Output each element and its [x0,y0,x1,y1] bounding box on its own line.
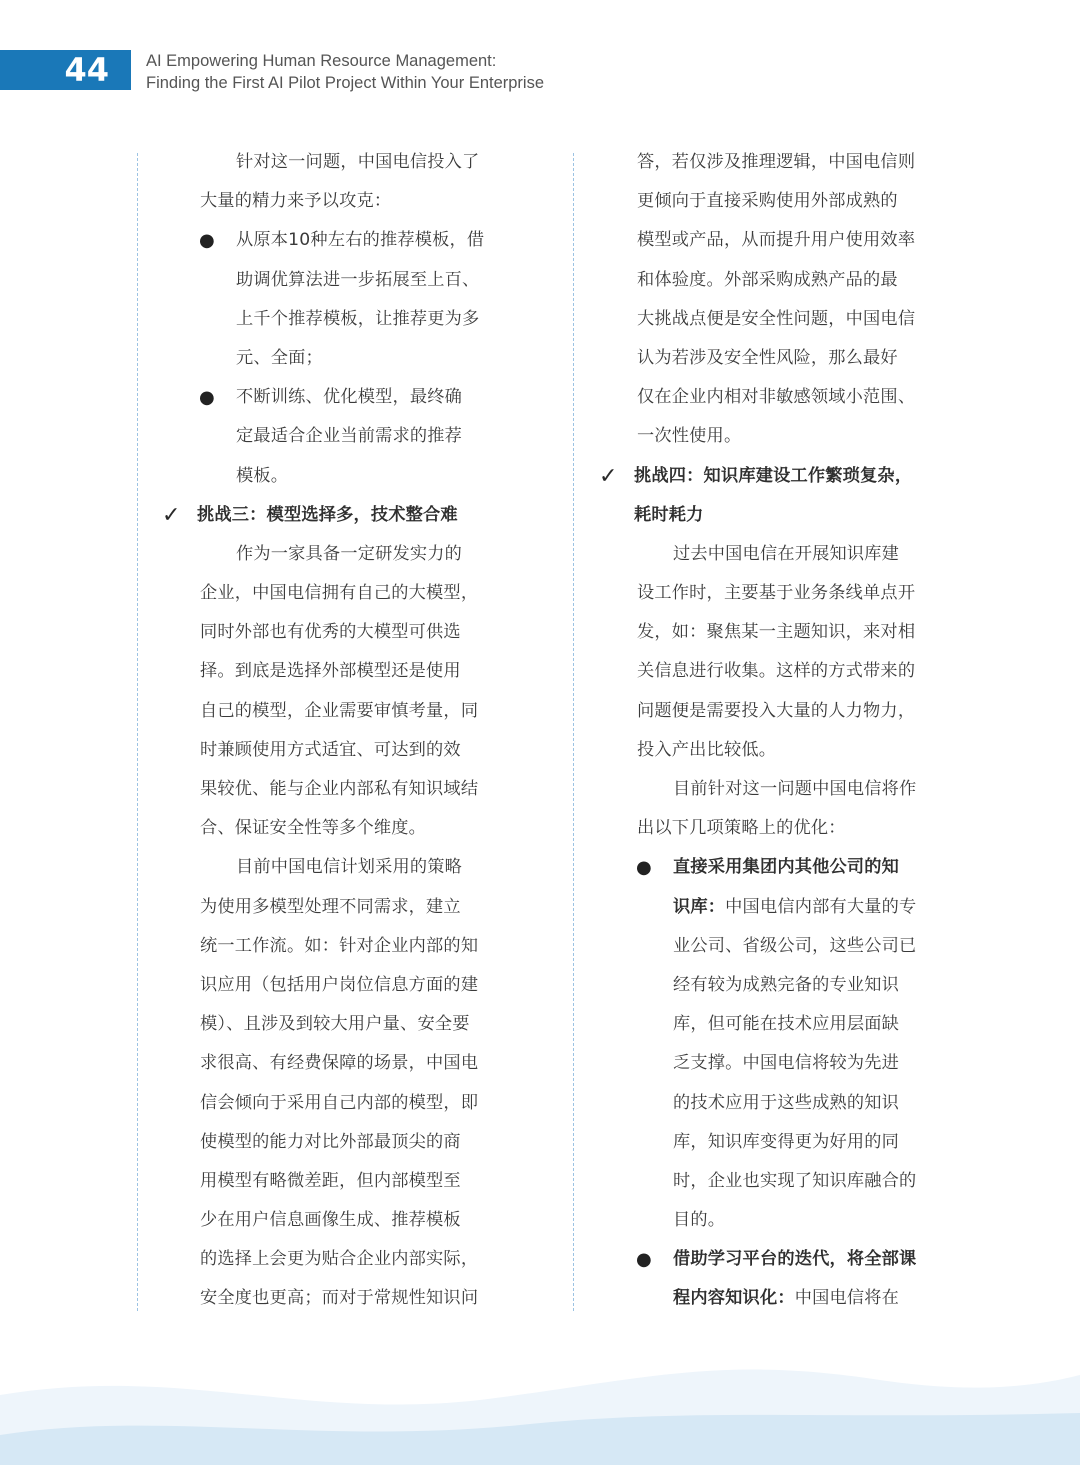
paragraph-line: 少在用户信息画像生成、推荐模板 [200,1210,461,1231]
paragraph-line: 关信息进行收集。这样的方式带来的 [637,661,916,682]
bullet-lead-text: 直接采用集团内其他公司的知 [673,857,900,878]
paragraph-line: 大量的精力来予以攻克： [200,191,392,212]
paragraph-line: 模型或产品，从而提升用户使用效率 [637,230,916,251]
paragraph-line: 模）、且涉及到较大用户量、安全要 [200,1014,470,1035]
paragraph-line: 一次性使用。 [637,426,742,447]
bullet-text: 不断训练、优化模型，最终确 [236,387,463,408]
paragraph-line: 求很高、有经费保障的场景，中国电 [200,1053,479,1074]
bullet-item-line: 时，企业也实现了知识库融合的 [673,1170,917,1191]
paragraph-line: 和体验度。外部采购成熟产品的最 [637,269,898,290]
paragraph-line: 设工作时，主要基于业务条线单点开 [637,583,916,604]
bullet-item-line [574,1279,934,1318]
left-column [137,143,497,1319]
bullet-item-line: 的技术应用于这些成熟的知识 [673,1092,900,1113]
bullet-dot-icon: ● [636,857,652,879]
paragraph-line: 大挑战点便是安全性问题，中国电信 [637,308,916,329]
paragraph-line: 仅在企业内相对非敏感领域小范围、 [637,387,916,408]
bullet-item-line: 业公司、省级公司，这些公司已 [673,935,917,956]
checkmark-icon: ✓ [599,463,618,489]
section-heading-challenge-3 [137,496,497,535]
bullet-item-line: 上千个推荐模板，让推荐更为多 [236,308,480,329]
section-heading-challenge-4 [574,457,934,496]
paragraph-line: 企业，中国电信拥有自己的大模型， [200,583,479,604]
running-header [146,50,544,94]
paragraph-line: 信会倾向于采用自己内部的模型，即 [200,1092,479,1113]
bullet-item-line: 乏支撑。中国电信将较为先进 [673,1053,900,1074]
bullet-dot-icon: ● [636,1249,652,1271]
section-heading-text: 挑战四：知识库建设工作繁琐复杂， [634,465,913,486]
section-heading-text: 挑战三：模型选择多，技术整合难 [197,504,458,525]
paragraph-line: 目前中国电信计划采用的策略 [236,857,463,878]
paragraph-line: 识应用（包括用户岗位信息方面的建 [200,974,479,995]
right-column [574,143,934,1319]
paragraph-line: 问题便是需要投入大量的人力物力， [637,700,916,721]
bullet-text: 中国电信将在 [794,1288,900,1309]
running-header-line-2: Finding the First AI Pilot Project Within Your Enterprise [146,74,545,92]
bullet-dot-icon: ● [199,387,215,409]
paragraph-line: 时兼顾使用方式适宜、可达到的效 [200,739,461,760]
paragraph-line: 自己的模型，企业需要审慎考量，同 [200,700,479,721]
paragraph-line: 使模型的能力对比外部最顶尖的商 [200,1131,461,1152]
bullet-item-line [574,888,934,927]
paragraph-line: 发，如：聚焦某一主题知识，来对相 [637,622,916,643]
bullet-text: 从原本10种左右的推荐模板，借 [236,230,485,251]
paragraph-line: 合、保证安全性等多个维度。 [200,818,427,839]
section-heading-continued: 耗时耗力 [634,504,704,525]
paragraph-line: 择。到底是选择外部模型还是使用 [200,661,461,682]
bullet-item-line: 目的。 [673,1210,726,1231]
paragraph-line: 安全度也更高；而对于常规性知识问 [200,1288,479,1309]
bullet-item-line: 元、全面； [236,347,323,368]
checkmark-icon: ✓ [162,502,181,528]
bullet-text: 中国电信内部有大量的专 [725,896,917,917]
paragraph-line: 果较优、能与企业内部私有知识域结 [200,779,479,799]
bullet-item-line: 库，但可能在技术应用层面缺 [673,1014,900,1035]
bullet-item-line [574,848,934,887]
bullet-lead-text: 程内容知识化： [673,1288,795,1309]
bullet-item-line [574,1240,934,1279]
paragraph-line: 作为一家具备一定研发实力的 [236,543,463,564]
paragraph-line: 过去中国电信在开展知识库建 [673,543,900,564]
paragraph-line: 统一工作流。如：针对企业内部的知 [200,935,479,956]
bullet-item-line: 定最适合企业当前需求的推荐 [236,426,463,447]
page-number: 44 [0,50,131,90]
paragraph-line: 更倾向于直接采购使用外部成熟的 [637,191,898,212]
paragraph-line: 投入产出比较低。 [637,739,777,760]
bullet-lead-text: 借助学习平台的迭代，将全部课 [673,1249,917,1270]
paragraph-line: 答，若仅涉及推理逻辑，中国电信则 [637,152,916,172]
paragraph-line: 认为若涉及安全性风险，那么最好 [637,347,898,368]
bullet-item-line [137,221,497,260]
paragraph-line: 用模型有略微差距，但内部模型至 [200,1170,461,1191]
paragraph-line: 目前针对这一问题中国电信将作 [673,779,917,799]
bullet-item-line: 助调优算法进一步拓展至上百、 [236,269,480,290]
decorative-wave-footer [0,1325,1080,1465]
paragraph-line: 出以下几项策略上的优化： [637,818,846,839]
paragraph-line: 针对这一问题，中国电信投入了 [236,152,480,172]
bullet-lead-text: 识库： [673,896,726,917]
bullet-item-line: 模板。 [236,465,289,486]
paragraph-line: 为使用多模型处理不同需求，建立 [200,896,461,917]
bullet-item-line [137,378,497,417]
bullet-item-line: 经有较为成熟完备的专业知识 [673,974,900,995]
bullet-item-line: 库，知识库变得更为好用的同 [673,1131,900,1152]
paragraph-line: 同时外部也有优秀的大模型可供选 [200,622,461,643]
bullet-dot-icon: ● [199,230,215,252]
running-header-line-1: AI Empowering Human Resource Management: [146,52,497,70]
paragraph-line: 的选择上会更为贴合企业内部实际， [200,1249,479,1270]
